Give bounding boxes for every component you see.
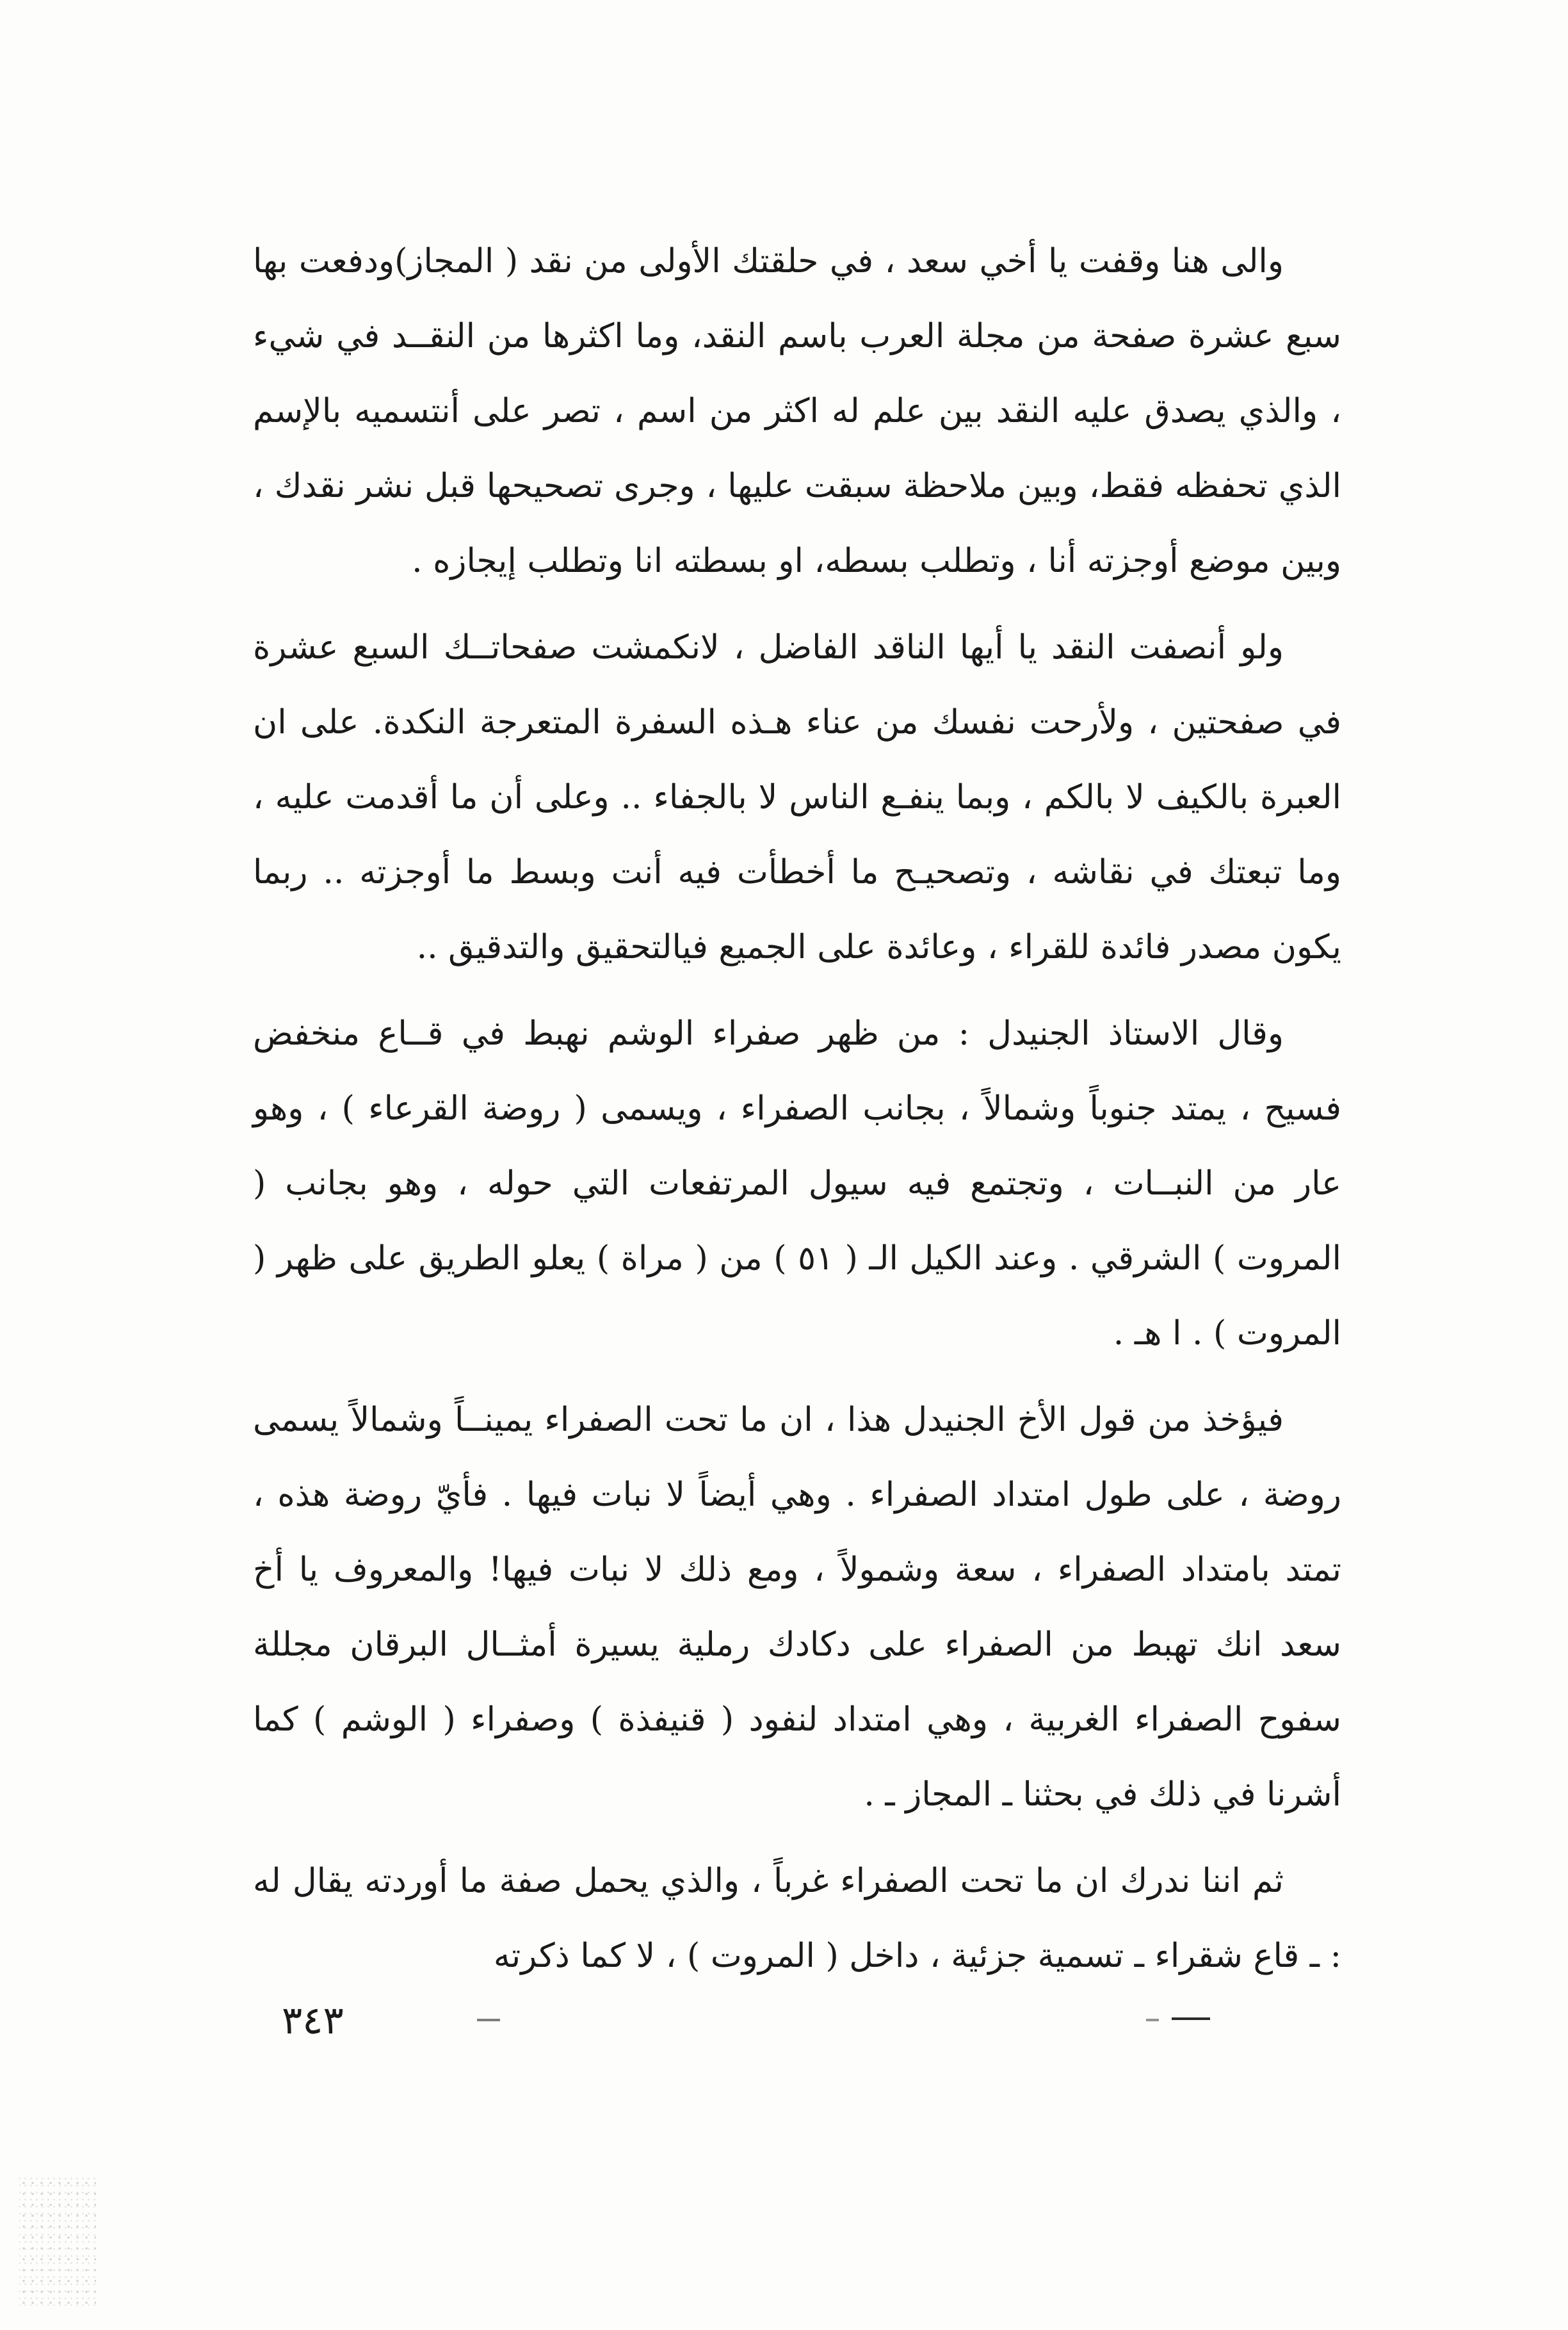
footer-mark <box>477 2019 500 2021</box>
paragraph-5: ثم اننا ندرك ان ما تحت الصفراء غرباً ، والذي يحمل صفة ما أوردته يقال له : ـ قاع شقراء ـ تسمية جزئية ، داخل ( المروت ) ، لا كما ذكرته <box>253 1862 1341 1975</box>
paragraph-1: والى هنا وقفت يا أخي سعد ، في حلقتك الأولى من نقد ( المجاز)ودفعت بها سبع عشرة صفحة من مجلة العرب باسم النقد، وما اكثرها من النقــد في شيء ، والذي يصدق عليه النقد بين علم له اكثر من اسم ، تصر على أنتسميه بالإسم الذي تحفظه فقط، وبين ملاحظة سبقت عليها ، وجرى تصحيحها قبل نشر نقدك ، وبين موضع أوجزته أنا ، وتطلب بسطه، او بسطته انا وتطلب إيجازه . <box>253 242 1341 580</box>
paragraph-2: ولو أنصفت النقد يا أيها الناقد الفاضل ، لانكمشت صفحاتــك السبع عشرة في صفحتين ، ولأرحت نفسك من عناء هـذه السفرة المتعرجة النكدة. على ان العبرة بالكيف لا بالكم ، وبما ينفـع الناس لا بالجفاء .. وعلى أن ما أقدمت عليه ، وما تبعتك في نقاشه ، وتصحيـح ما أخطأت فيه أنت وبسط ما أوجزته .. ربما يكون مصدر فائدة للقراء ، وعائدة على الجميع فيالتحقيق والتدقيق .. <box>253 628 1341 966</box>
page-number: ٣٤٣ <box>282 1998 344 2043</box>
body-text <box>253 224 1341 2005</box>
paragraph-3: وقال الاستاذ الجنيدل : من ظهر صفراء الوشم نهبط في قــاع منخفض فسيح ، يمتد جنوباً وشمالاً ، بجانب الصفراء ، ويسمى ( روضة القرعاء ) ، وهو عار من النبــات ، وتجتمع فيه سيول المرتفعات التي حوله ، وهو بجانب ( المروت ) الشرقي . وعند الكيل الـ ( ٥١ ) من ( مراة ) يعلو الطريق على ظهر ( المروت ) . ا هـ . <box>253 1014 1341 1353</box>
paragraph-4: فيؤخذ من قول الأخ الجنيدل هذا ، ان ما تحت الصفراء يمينــاً وشمالاً يسمى روضة ، على طول امتداد الصفراء . وهي أيضاً لا نبات فيها . فأيّ روضة هذه ، تمتد بامتداد الصفراء ، سعة وشمولاً ، ومع ذلك لا نبات فيها! والمعروف يا أخ سعد انك تهبط من الصفراء على دكادك رملية يسيرة أمثــال البرقان مجللة سفوح الصفراء الغربية ، وهي امتداد لنفود ( قنيفذة ) وصفراء ( الوشم ) كما أشرنا في ذلك في بحثنا ـ المجاز ـ . <box>253 1401 1341 1814</box>
footer-mark <box>1146 2019 1159 2021</box>
footer-mark <box>1172 2017 1210 2020</box>
scan-specks <box>19 2178 96 2306</box>
